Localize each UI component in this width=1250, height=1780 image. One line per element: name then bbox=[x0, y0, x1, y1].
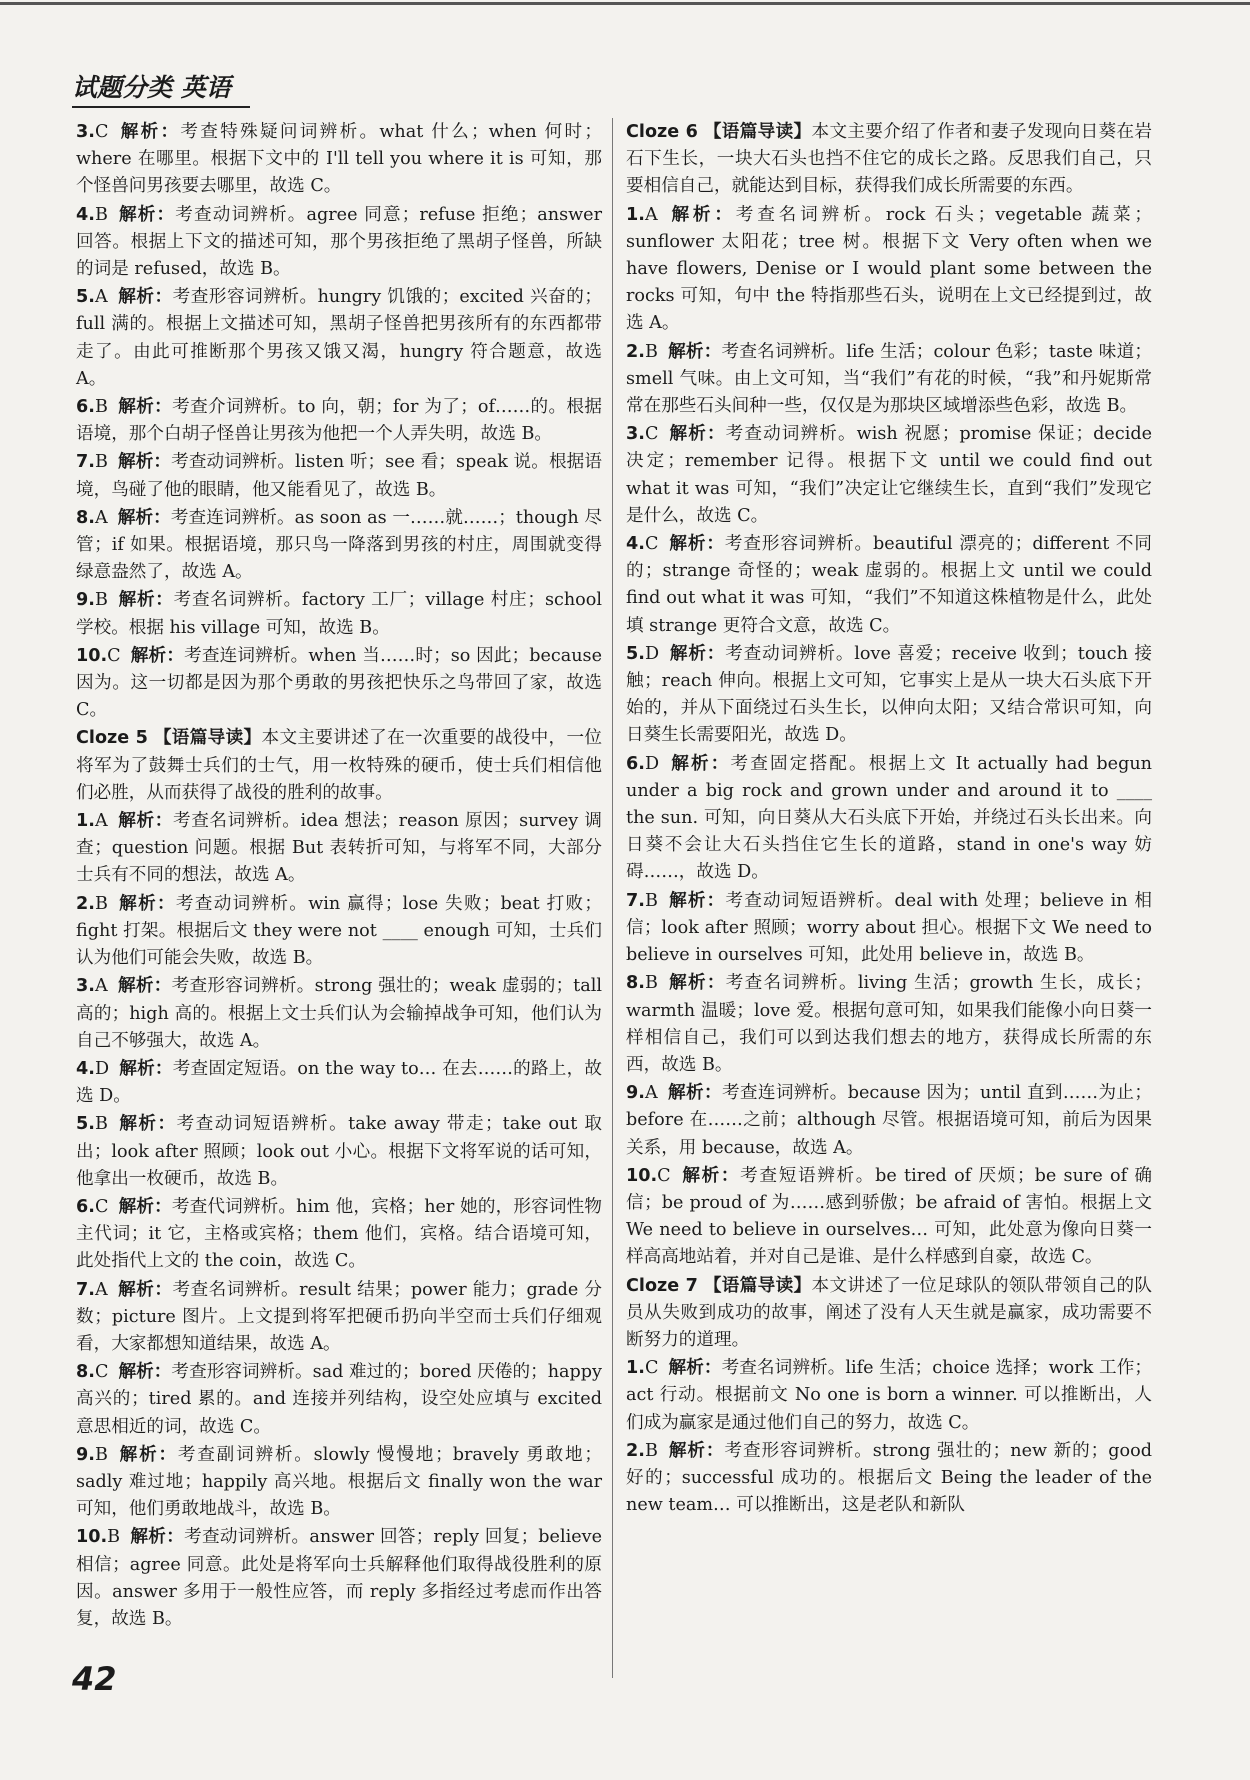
page-number: 42 bbox=[72, 1660, 117, 1698]
analysis-label: 解析： bbox=[130, 644, 185, 666]
item-answer: B bbox=[94, 1114, 108, 1135]
page-header: 试题分类 英语 bbox=[72, 73, 231, 102]
guide-text: 本文主要讲述了在一次重要的战役中，一位将军为了鼓舞士兵们的士气，用一枚特殊的硬币，使士兵们相信他们必胜，从而获得了战役的胜利的故事。 bbox=[76, 728, 602, 803]
guide-text: 本文讲述了一位足球队的领队带领自己的队员从失败到成功的故事，阐述了没有人天生就是赢家，成功需要不断努力的道理。 bbox=[626, 1275, 1152, 1350]
item-answer: A bbox=[94, 287, 108, 308]
item-answer: C bbox=[644, 534, 659, 555]
answer-item bbox=[626, 1162, 1152, 1272]
item-number: 6. bbox=[76, 1196, 95, 1217]
guide-label: 【语篇导读】 bbox=[703, 1274, 812, 1296]
item-number: 4. bbox=[76, 1058, 95, 1079]
analysis-text: 考查形容词辨析。strong 强壮的；new 新的；good 好的；successful 成功的。根据后文 Being the leader of the new team… 可以推断出，这是老队和新队 bbox=[626, 1440, 1152, 1516]
item-number: 4. bbox=[76, 204, 95, 225]
analysis-label: 解析： bbox=[117, 451, 172, 473]
item-number: 2. bbox=[626, 341, 645, 362]
item-number: 8. bbox=[76, 507, 95, 528]
answer-item bbox=[76, 1441, 602, 1524]
item-number: 3. bbox=[76, 122, 95, 142]
item-answer: A bbox=[94, 1279, 108, 1300]
analysis-label: 解析： bbox=[669, 752, 731, 774]
guide-label: 【语篇导读】 bbox=[153, 727, 262, 749]
answer-item bbox=[76, 972, 602, 1055]
answer-item bbox=[76, 807, 602, 890]
analysis-text: 考查形容词辨析。beautiful 漂亮的；different 不同的；strange 奇怪的；weak 虚弱的。根据上文 until we could find out what it was 可知，“我们”不知道这株植物是什么，此处填 strange 更符合文意，故选 C。 bbox=[626, 534, 1152, 636]
item-answer: B bbox=[644, 890, 658, 911]
column-divider bbox=[612, 118, 613, 1678]
analysis-text: 考查副词辨析。slowly 慢慢地；bravely 勇敢地；sadly 难过地；happily 高兴地。根据后文 finally won the war 可知，他们勇敢地战斗，故选 B。 bbox=[76, 1444, 602, 1520]
item-answer: C bbox=[94, 1362, 109, 1383]
analysis-text: 考查固定搭配。根据上文 It actually had begun under a big rock and grown under and around it to ____ the sun. 可知，向日葵从大石头底下开始，并绕过石头长出来。向日葵不会让大石头挡住它生长的道路，stand in one's way 妨碍……，故选 D。 bbox=[626, 753, 1152, 883]
analysis-label: 解析： bbox=[117, 203, 176, 225]
analysis-text: 考查介词辨析。to 向，朝；for 为了；of……的。根据语境，那个白胡子怪兽让男孩为他把一个人弄失明，故选 B。 bbox=[76, 397, 602, 445]
item-answer: B bbox=[94, 590, 108, 611]
answer-item bbox=[76, 1523, 602, 1633]
cloze-title: Cloze 7 bbox=[626, 1275, 698, 1296]
analysis-text: 考查名词辨析。rock 石头；vegetable 蔬菜；sunflower 太阳花；tree 树。根据下文 Very often when we have flowers, Denise or I would plant some between the rocks 可知，句中 the 特指那些石头，说明在上文已经提到过，故选 A。 bbox=[626, 204, 1152, 334]
analysis-label: 解析： bbox=[117, 892, 176, 914]
cloze-title: Cloze 6 bbox=[626, 122, 698, 142]
answer-item bbox=[76, 201, 602, 284]
item-number: 9. bbox=[76, 590, 95, 611]
item-number: 10. bbox=[76, 645, 108, 666]
item-number: 6. bbox=[626, 753, 645, 774]
item-answer: C bbox=[644, 424, 659, 445]
analysis-label: 解析： bbox=[119, 1057, 173, 1079]
analysis-label: 解析： bbox=[130, 1526, 185, 1548]
analysis-label: 解析： bbox=[117, 975, 172, 997]
item-answer: A bbox=[644, 1083, 658, 1104]
item-number: 2. bbox=[76, 893, 95, 914]
analysis-text: 考查动词辨析。agree 同意；refuse 拒绝；answer 回答。根据上下文的描述可知，那个男孩拒绝了黑胡子怪兽，所缺的词是 refused，故选 B。 bbox=[76, 204, 602, 280]
answer-item bbox=[76, 448, 602, 503]
item-answer: B bbox=[94, 452, 108, 473]
answer-item bbox=[76, 393, 602, 448]
item-number: 7. bbox=[76, 452, 95, 473]
answer-item bbox=[626, 530, 1152, 640]
answer-item bbox=[76, 283, 602, 393]
answer-item bbox=[626, 640, 1152, 750]
item-answer: C bbox=[94, 1196, 109, 1217]
analysis-label: 解析： bbox=[668, 1357, 722, 1379]
analysis-label: 解析： bbox=[117, 1278, 173, 1300]
item-number: 7. bbox=[626, 890, 645, 911]
cloze-guide bbox=[626, 118, 1152, 201]
header-underline bbox=[72, 106, 250, 108]
analysis-text: 考查特殊疑问词辨析。what 什么；when 何时；where 在哪里。根据下文中的 I'll tell you where it is 可知，那个怪兽问男孩要去哪里，故选 C。 bbox=[76, 122, 602, 197]
analysis-label: 解析： bbox=[668, 423, 726, 445]
item-number: 9. bbox=[626, 1083, 645, 1104]
answer-item bbox=[626, 750, 1152, 887]
analysis-label: 解析： bbox=[667, 972, 726, 994]
answer-item bbox=[626, 338, 1152, 421]
item-answer: B bbox=[94, 204, 108, 225]
answer-item bbox=[626, 1437, 1152, 1520]
item-answer: A bbox=[644, 204, 658, 225]
answer-item bbox=[76, 1276, 602, 1359]
answer-item bbox=[76, 1193, 602, 1276]
analysis-text: 考查动词辨析。listen 听；see 看；speak 说。根据语境，鸟碰了他的眼睛，他又能看见了，故选 B。 bbox=[76, 452, 602, 500]
analysis-text: 考查名词辨析。life 生活；choice 选择；work 工作；act 行动。根据前文 No one is born a winner. 可以推断出，人们成为赢家是通过他们自己的努力，故选 C。 bbox=[626, 1358, 1152, 1433]
answer-item bbox=[76, 890, 602, 973]
answer-item bbox=[626, 887, 1152, 970]
item-number: 8. bbox=[626, 973, 645, 994]
answer-item bbox=[626, 1354, 1152, 1437]
answer-item bbox=[626, 420, 1152, 530]
cloze-guide bbox=[76, 724, 602, 807]
cloze-guide bbox=[626, 1272, 1152, 1355]
answer-item bbox=[76, 118, 602, 201]
item-number: 7. bbox=[76, 1279, 95, 1300]
analysis-label: 解析： bbox=[117, 396, 173, 418]
analysis-label: 解析： bbox=[117, 506, 171, 528]
item-number: 3. bbox=[76, 976, 95, 997]
item-number: 6. bbox=[76, 397, 95, 418]
item-number: 2. bbox=[626, 1440, 645, 1461]
analysis-text: 考查动词辨析。answer 回答；reply 回复；believe 相信；agree 同意。此处是将军向士兵解释他们取得战役胜利的原因。answer 多用于一般性应答，而 reply 多指经过考虑而作出答复，故选 B。 bbox=[76, 1527, 602, 1629]
top-border bbox=[0, 2, 1250, 5]
item-number: 1. bbox=[626, 204, 645, 225]
analysis-label: 解析： bbox=[118, 121, 181, 142]
analysis-text: 考查动词短语辨析。deal with 处理；believe in 相信；look after 照顾；worry about 担心。根据下文 We need to believe in ourselves 可知，此处用 believe in，故选 B。 bbox=[626, 890, 1152, 966]
answer-item bbox=[76, 504, 602, 587]
item-answer: B bbox=[644, 973, 658, 994]
item-number: 4. bbox=[626, 534, 645, 555]
right-column bbox=[626, 118, 1152, 1519]
item-number: 5. bbox=[76, 1114, 95, 1135]
analysis-label: 解析： bbox=[118, 1195, 172, 1217]
analysis-label: 解析： bbox=[669, 642, 726, 664]
item-answer: A bbox=[94, 976, 108, 997]
answer-item bbox=[626, 201, 1152, 338]
answer-item bbox=[76, 642, 602, 725]
analysis-label: 解析： bbox=[680, 1164, 741, 1186]
item-answer: C bbox=[94, 122, 109, 142]
analysis-label: 解析： bbox=[667, 340, 722, 362]
analysis-text: 考查名词辨析。idea 想法；reason 原因；survey 调查；question 问题。根据 But 表转折可知，与将军不同，大部分士兵有不同的想法，故选 A。 bbox=[76, 811, 602, 886]
analysis-text: 考查固定短语。on the way to… 在去……的路上，故选 D。 bbox=[76, 1058, 602, 1107]
item-answer: D bbox=[94, 1058, 110, 1079]
item-answer: B bbox=[94, 397, 108, 418]
analysis-label: 解析： bbox=[117, 1443, 178, 1465]
analysis-text: 考查连词辨析。as soon as 一……就……；though 尽管；if 如果。根据语境，那只鸟一降落到男孩的村庄，周围就变得绿意盎然了，故选 A。 bbox=[76, 507, 602, 583]
analysis-text: 考查连词辨析。because 因为；until 直到……为止；before 在……之前；although 尽管。根据语境可知，前后为因果关系，用 because，故选 A。 bbox=[626, 1083, 1152, 1158]
analysis-text: 考查名词辨析。result 结果；power 能力；grade 分数；picture 图片。上文提到将军把硬币扔向半空而士兵们仔细观看，大家都想知道结果，故选 A。 bbox=[76, 1279, 602, 1354]
guide-label: 【语篇导读】 bbox=[703, 121, 812, 142]
analysis-label: 解析： bbox=[118, 1361, 172, 1383]
item-number: 5. bbox=[626, 643, 645, 664]
analysis-text: 考查形容词辨析。strong 强壮的；weak 虚弱的；tall 高的；high 高的。根据上文士兵们认为会输掉战争可知，他们认为自己不够强大，故选 A。 bbox=[76, 976, 602, 1051]
left-column bbox=[76, 118, 602, 1633]
answer-item bbox=[76, 586, 602, 641]
analysis-label: 解析： bbox=[667, 889, 726, 911]
analysis-label: 解析： bbox=[117, 810, 173, 832]
answer-item bbox=[76, 1055, 602, 1110]
answer-item bbox=[626, 969, 1152, 1079]
item-number: 10. bbox=[626, 1165, 658, 1186]
item-answer: D bbox=[644, 643, 660, 664]
item-number: 10. bbox=[76, 1527, 108, 1548]
analysis-text: 考查动词辨析。wish 祝愿；promise 保证；decide 决定；remember 记得。根据下文 until we could find out what it was 可知，“我们”决定让它继续生长，直到“我们”发现它是什么，故选 C。 bbox=[626, 424, 1152, 526]
item-number: 1. bbox=[76, 811, 95, 832]
analysis-text: 考查形容词辨析。hungry 饥饿的；excited 兴奋的；full 满的。根据上文描述可知，黑胡子怪兽把男孩所有的东西都带走了。由此可推断那个男孩又饿又渴，hungry 符合题意，故选 A。 bbox=[76, 287, 602, 389]
analysis-label: 解析： bbox=[117, 286, 173, 308]
analysis-label: 解析： bbox=[117, 1113, 177, 1135]
analysis-text: 考查连词辨析。when 当……时；so 因此；because 因为。这一切都是因为那个勇敢的男孩把快乐之鸟带回了家，故选 C。 bbox=[76, 645, 602, 721]
item-answer: B bbox=[644, 1440, 658, 1461]
item-number: 5. bbox=[76, 287, 95, 308]
analysis-text: 考查名词辨析。life 生活；colour 色彩；taste 味道；smell 气味。由上文可知，当“我们”有花的时候，“我”和丹妮斯常常在那些石头间种一些，仅仅是为那块区域增添些色彩，故选 B。 bbox=[626, 341, 1152, 417]
analysis-text: 考查动词辨析。win 赢得；lose 失败；beat 打败；fight 打架。根据后文 they were not ____ enough 可知，士兵们认为他们可能会失败，故选 B。 bbox=[76, 893, 602, 969]
item-answer: C bbox=[657, 1165, 671, 1186]
item-answer: C bbox=[107, 645, 121, 666]
item-number: 8. bbox=[76, 1362, 95, 1383]
item-answer: C bbox=[644, 1358, 659, 1379]
analysis-text: 考查短语辨析。be tired of 厌烦；be sure of 确信；be proud of 为……感到骄傲；be afraid of 害怕。根据上文 We need to believe in ourselves… 可知，此处意为像向日葵一样高高地站着，并对自己是谁、是什么样感到自豪，故选 C。 bbox=[626, 1165, 1152, 1268]
analysis-label: 解析： bbox=[667, 203, 736, 225]
item-answer: B bbox=[107, 1527, 121, 1548]
item-answer: B bbox=[94, 893, 108, 914]
analysis-text: 考查动词辨析。love 喜爱；receive 收到；touch 接触；reach 伸向。根据上文可知，它事实上是从一块大石头底下开始的，并从下面绕过石头生长，以伸向太阳；又结合常识可知，向日葵生长需要阳光，故选 D。 bbox=[626, 643, 1152, 746]
item-number: 1. bbox=[626, 1358, 645, 1379]
analysis-text: 考查代词辨析。him 他，宾格；her 她的，形容词性物主代词；it 它，主格或宾格；them 他们，宾格。结合语境可知，此处指代上文的 the coin，故选 C。 bbox=[76, 1196, 602, 1272]
analysis-text: 考查名词辨析。living 生活；growth 生长，成长；warmth 温暖；love 爱。根据句意可知，如果我们能像小向日葵一样相信自己，我们可以到达我们想去的地方，获得成长所需的东西，故选 B。 bbox=[626, 973, 1152, 1075]
analysis-label: 解析： bbox=[668, 533, 725, 555]
item-answer: A bbox=[94, 811, 108, 832]
analysis-label: 解析： bbox=[667, 1439, 725, 1461]
item-number: 9. bbox=[76, 1444, 95, 1465]
item-answer: D bbox=[644, 753, 660, 774]
answer-item bbox=[76, 1110, 602, 1193]
analysis-text: 考查动词短语辨析。take away 带走；take out 取出；look after 照顾；look out 小心。根据下文将军说的话可知，他拿出一枚硬币，故选 B。 bbox=[76, 1114, 602, 1189]
answer-item bbox=[76, 1358, 602, 1441]
analysis-label: 解析： bbox=[117, 589, 174, 611]
guide-text: 本文主要介绍了作者和妻子发现向日葵在岩石下生长，一块大石头也挡不住它的成长之路。反思我们自己，只要相信自己，就能达到目标，获得我们成长所需要的东西。 bbox=[626, 122, 1152, 197]
analysis-text: 考查名词辨析。factory 工厂；village 村庄；school 学校。根据 his village 可知，故选 B。 bbox=[76, 590, 602, 638]
item-answer: B bbox=[644, 341, 658, 362]
cloze-title: Cloze 5 bbox=[76, 728, 148, 749]
analysis-label: 解析： bbox=[667, 1082, 722, 1104]
analysis-text: 考查形容词辨析。sad 难过的；bored 厌倦的；happy 高兴的；tired 累的。and 连接并列结构，设空处应填与 excited 意思相近的词，故选 C。 bbox=[76, 1362, 602, 1437]
item-number: 3. bbox=[626, 424, 645, 445]
item-answer: B bbox=[94, 1444, 108, 1465]
answer-item bbox=[626, 1079, 1152, 1162]
item-answer: A bbox=[94, 507, 108, 528]
